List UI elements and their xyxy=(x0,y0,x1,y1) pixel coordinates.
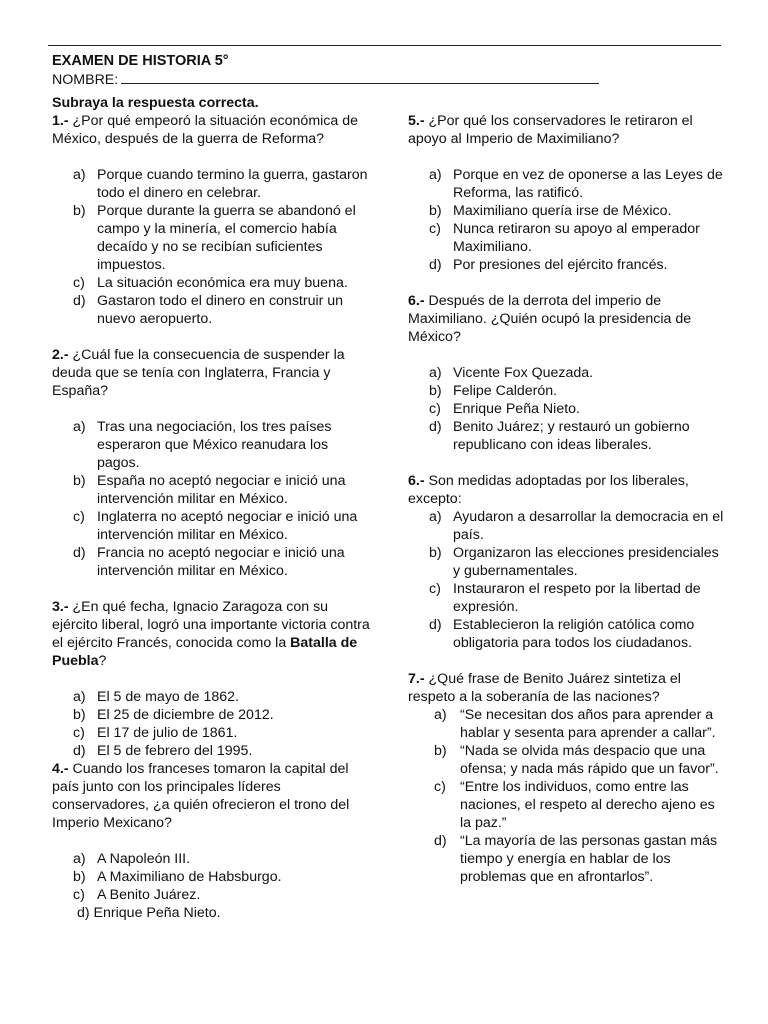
question-6 xyxy=(408,292,728,346)
name-label: NOMBRE: xyxy=(52,72,119,88)
question-text: ¿En qué fecha, Ignacio Zaragoza con su ejército liberal, logró una importante victoria contra el ejército Francés, conocida como la xyxy=(52,599,370,651)
question-number: 6.- xyxy=(408,473,425,489)
left-column xyxy=(52,94,372,940)
option-a[interactable]: a) Porque en vez de oponerse a las Leyes de Reforma, las ratificó. xyxy=(429,167,723,201)
option-b[interactable]: b) A Maximiliano de Habsburgo. xyxy=(73,869,282,885)
options-q5 xyxy=(408,166,728,274)
options-q7 xyxy=(408,706,728,886)
options-q3 xyxy=(52,688,372,760)
question-number: 3.- xyxy=(52,599,69,615)
option-c[interactable]: c) El 17 de julio de 1861. xyxy=(73,725,238,741)
option-c[interactable]: c) La situación económica era muy buena. xyxy=(73,275,348,291)
question-number: 7.- xyxy=(408,671,425,687)
question-7 xyxy=(408,670,728,706)
option-a[interactable]: a) El 5 de mayo de 1862. xyxy=(73,689,239,705)
right-column xyxy=(408,112,728,886)
question-4 xyxy=(52,760,372,832)
option-b[interactable]: b) Porque durante la guerra se abandonó el campo y la minería, el comercio había decaído y no se recibían suficientes impuestos. xyxy=(73,203,356,273)
option-b[interactable]: b) Maximiliano quería irse de México. xyxy=(429,203,672,219)
question-6b xyxy=(408,472,728,508)
option-b[interactable]: b) Organizaron las elecciones presidenciales y gubernamentales. xyxy=(429,545,719,579)
instruction: Subraya la respuesta correcta. xyxy=(52,95,259,111)
option-c[interactable]: c) Nunca retiraron su apoyo al emperador Maximiliano. xyxy=(429,221,700,255)
question-text: ¿Qué frase de Benito Juárez sintetiza el respeto a la soberanía de las naciones? xyxy=(408,671,681,705)
option-b[interactable]: b) España no aceptó negociar e inició una intervención militar en México. xyxy=(73,473,346,507)
question-text-bold: Batalla de Puebla xyxy=(52,635,358,669)
question-2 xyxy=(52,346,372,400)
question-number: 4.- xyxy=(52,761,69,777)
option-a[interactable]: a) Tras una negociación, los tres países esperaron que México reanudara los pagos. xyxy=(73,419,332,471)
options-q6b xyxy=(408,508,728,652)
question-number: 5.- xyxy=(408,113,425,129)
question-text: ¿Cuál fue la consecuencia de suspender la deuda que se tenía con Inglaterra, Francia y España? xyxy=(52,347,345,399)
options-q6 xyxy=(408,364,728,454)
question-3 xyxy=(52,598,372,670)
option-d[interactable]: d) Gastaron todo el dinero en construir un nuevo aeropuerto. xyxy=(73,293,344,327)
question-number: 6.- xyxy=(408,293,425,309)
option-d[interactable]: d) Francia no aceptó negociar e inició una intervención militar en México. xyxy=(73,545,345,579)
option-d[interactable]: d) “La mayoría de las personas gastan más tiempo y energía en hablar de los problemas que en afrontarlos”. xyxy=(434,833,718,885)
option-c[interactable]: c) Instauraron el respeto por la libertad de expresión. xyxy=(429,581,701,615)
question-number: 2.- xyxy=(52,347,69,363)
option-a[interactable]: a) A Napoleón III. xyxy=(73,851,191,867)
question-5 xyxy=(408,112,728,148)
option-a[interactable]: a) “Se necesitan dos años para aprender a hablar y sesenta para aprender a callar”. xyxy=(434,707,716,741)
option-d[interactable]: d) Por presiones del ejército francés. xyxy=(429,257,668,273)
name-blank-line[interactable] xyxy=(121,71,599,84)
question-text: ¿Por qué los conservadores le retiraron el apoyo al Imperio de Maximiliano? xyxy=(408,113,693,147)
option-c[interactable]: c) Inglaterra no aceptó negociar e inició una intervención militar en México. xyxy=(73,509,358,543)
option-c[interactable]: c) A Benito Juárez. xyxy=(73,887,201,903)
exam-title: EXAMEN DE HISTORIA 5° xyxy=(52,53,229,69)
option-d[interactable]: d) Establecieron la religión católica como obligatoria para todos los ciudadanos. xyxy=(429,617,695,651)
top-rule xyxy=(48,45,721,46)
question-1 xyxy=(52,112,372,148)
option-a[interactable]: a) Vicente Fox Quezada. xyxy=(429,365,594,381)
option-d[interactable]: d) Benito Juárez; y restauró un gobierno republicano con ideas liberales. xyxy=(429,419,690,453)
name-field[interactable] xyxy=(52,71,612,89)
question-text-end: ? xyxy=(98,653,107,669)
option-b[interactable]: b) El 25 de diciembre de 2012. xyxy=(73,707,274,723)
options-q1 xyxy=(52,166,372,328)
question-text: Son medidas adoptadas por los liberales, excepto: xyxy=(408,473,689,507)
option-c[interactable]: c) Enrique Peña Nieto. xyxy=(429,401,580,417)
option-d[interactable]: d) El 5 de febrero del 1995. xyxy=(73,743,253,759)
question-number: 1.- xyxy=(52,113,69,129)
option-a[interactable]: a) Porque cuando termino la guerra, gastaron todo el dinero en celebrar. xyxy=(73,167,368,201)
question-text: ¿Por qué empeoró la situación económica de México, después de la guerra de Reforma? xyxy=(52,113,359,147)
question-text: Después de la derrota del imperio de Maximiliano. ¿Quién ocupó la presidencia de México? xyxy=(408,293,692,345)
options-q4 xyxy=(52,850,372,922)
option-c[interactable]: c) “Entre los individuos, como entre las naciones, el respeto al derecho ajeno es la paz.” xyxy=(434,779,715,831)
question-text: Cuando los franceses tomaron la capital del país junto con los principales líderes conservadores, ¿a quién ofrecieron el trono del Imperio Mexicano? xyxy=(52,761,350,831)
options-q2 xyxy=(52,418,372,580)
option-b[interactable]: b) Felipe Calderón. xyxy=(429,383,558,399)
option-b[interactable]: b) “Nada se olvida más despacio que una ofensa; y nada más rápido que un favor”. xyxy=(434,743,719,777)
option-d[interactable]: d) Enrique Peña Nieto. xyxy=(77,905,221,921)
option-a[interactable]: a) Ayudaron a desarrollar la democracia en el país. xyxy=(429,509,724,543)
